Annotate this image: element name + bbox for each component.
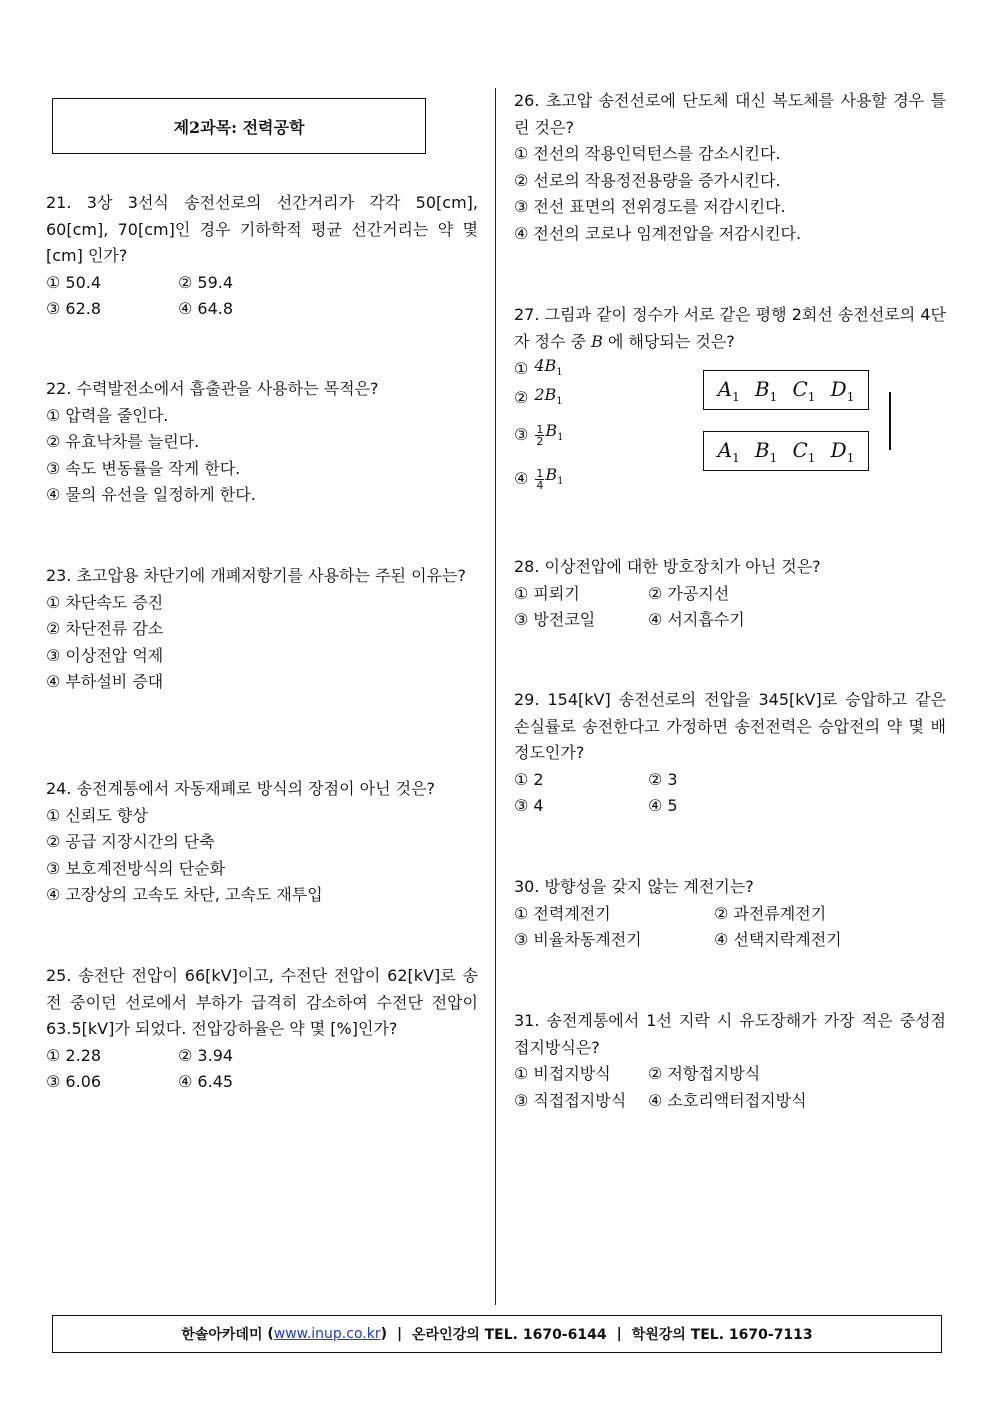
options-row [514,607,946,634]
footer-bar [52,1315,942,1353]
option-4[interactable]: ④ 전선의 코로나 임계전압을 저감시킨다. [514,223,802,243]
param-a: $A_1$ [717,376,740,404]
online-phone: 온라인강의 TEL. 1670-6144 [412,1327,607,1343]
option-2[interactable]: ② 3 [648,769,678,789]
option-3[interactable]: ③ 속도 변동률을 작게 한다. [46,458,241,478]
option-3[interactable]: ③ 6.06 [46,1072,102,1091]
options-row [46,270,478,297]
question-stem: 23. 초고압용 차단기에 개폐저항기를 사용하는 주된 이유는? [46,566,466,585]
option-2[interactable]: ② 유효낙차를 늘린다. [46,432,200,451]
question-25 [46,963,478,1096]
subject-title: 제2과목: 전력공학 [52,98,426,154]
option-4[interactable]: ④ 고장상의 고속도 차단, 고속도 재투입 [46,885,323,904]
option-marker: ② [514,388,529,408]
param-d: $D_1$ [830,376,855,404]
question-stem: 22. 수력발전소에서 흡출관을 사용하는 목적은? [46,379,379,398]
option-4[interactable]: ④ 서지흡수기 [648,610,745,629]
question-31 [514,1008,946,1114]
academy-link[interactable]: www.inup.co.kr [273,1326,381,1342]
option-3[interactable]: ③ 보호계전방식의 단순화 [46,858,226,878]
question-22 [46,376,478,509]
question-29 [514,687,946,820]
separator: | [397,1326,403,1342]
stem-text: 27. 그림과 같이 정수가 서로 같은 평행 2회선 송전선로의 4단자 정수 중 [514,305,946,351]
circuit-block-bottom [703,431,869,471]
separator: | [616,1326,622,1342]
options-row [514,1088,946,1115]
option-2[interactable]: ② 공급 지장시간의 단축 [46,832,215,851]
circuit-connector-line [889,392,891,450]
options-row [514,927,946,954]
option-3[interactable]: ③ 이상전압 억제 [46,645,164,665]
question-30 [514,874,946,954]
option-1[interactable]: ① 차단속도 증진 [46,592,164,612]
option-4[interactable]: ④ 선택지락계전기 [714,930,842,949]
option-1[interactable]: ① 2.28 [46,1045,102,1065]
options-row [514,581,946,608]
option-3[interactable]: ③ 전선 표면의 전위경도를 저감시킨다. [514,197,786,216]
offline-phone: 학원강의 TEL. 1670-7113 [631,1327,813,1343]
fraction: $\frac{1}{2}$ [536,422,544,448]
options-row [514,901,946,928]
option-3[interactable]: ③ 직접접지방식 [514,1090,627,1110]
param-b: $B_1$ [754,437,778,465]
option-2[interactable]: ② 과전류계전기 [714,903,827,923]
question-stem: 25. 송전단 전압이 66[kV]이고, 수전단 전압이 62[kV]로 송전 중이던 선로에서 부하가 급격히 감소하여 수전단 전압이 63.5[kV]가 되었다. 전압강하율은 약 몇 [%]인가? [46,966,478,1038]
fraction: $\frac{1}{4}$ [536,466,544,492]
option-3[interactable]: ③ 62.8 [46,299,102,318]
option-1[interactable]: ① 신뢰도 향상 [46,805,148,825]
question-21 [46,190,478,323]
option-2[interactable]: ② 3.94 [178,1045,234,1065]
option-1[interactable]: ① 전선의 작용인덕턴스를 감소시킨다. [514,144,781,163]
question-stem [514,302,946,355]
option-4[interactable]: ④ 64.8 [178,299,234,318]
question-stem: 28. 이상전압에 대한 방호장치가 아닌 것은? [514,557,821,576]
option-3[interactable]: ③ 방전코일 [514,610,596,629]
options-row [514,1061,946,1088]
option-4[interactable]: ④ 5 [648,796,678,815]
option-3[interactable]: ③ 4 [514,796,544,815]
option-marker: ④ [514,468,529,488]
question-stem: 31. 송전계통에서 1선 지락 시 유도장해가 가장 적은 중성점 접지방식은? [514,1011,946,1057]
option-2[interactable]: ② 선로의 작용정전용량을 증가시킨다. [514,170,781,190]
option-2[interactable]: ② 가공지선 [648,583,730,603]
question-stem: 29. 154[kV] 송전선로의 전압을 345[kV]로 승압하고 같은 손실률로 송전한다고 가정하면 송전전력은 승압전의 약 몇 배 정도인가? [514,690,946,762]
question-stem: 21. 3상 3선식 송전선로의 선간거리가 각각 50[cm], 60[cm], 70[cm]인 경우 기하학적 평균 선간거리는 약 몇 [cm] 인가? [46,193,478,265]
option-3[interactable]: ③ 비율차동계전기 [514,930,642,949]
option-2[interactable]: ② 저항접지방식 [648,1064,761,1083]
column-divider [495,88,496,1305]
url-paren-open: ( [262,1326,274,1342]
option-4[interactable]: ④ 물의 유선을 일정하게 한다. [46,485,256,504]
circuit-block-top [703,370,869,410]
param-b: $B_1$ [754,376,778,404]
options-row [46,1043,478,1070]
option-2[interactable]: ② 차단전류 감소 [46,619,164,638]
option-4[interactable]: ④ 소호리액터접지방식 [648,1090,807,1110]
options-row [514,793,946,820]
param-a: $A_1$ [717,437,740,465]
question-stem: 26. 초고압 송전선로에 단도체 대신 복도체를 사용할 경우 틀린 것은? [514,91,946,137]
option-4[interactable]: ④ 6.45 [178,1072,234,1091]
stem-variable: B [591,331,603,351]
option-1[interactable]: ① 50.4 [46,272,102,292]
question-26 [514,88,946,247]
option-marker: ③ [514,424,529,444]
options-row [46,1069,478,1096]
option-1[interactable]: ① 전력계전기 [514,903,611,923]
options-row [514,767,946,794]
question-stem: 24. 송전계통에서 자동재폐로 방식의 장점이 아닌 것은? [46,779,436,798]
url-paren-close: ) [380,1326,387,1342]
option-1[interactable]: ① 비접지방식 [514,1064,611,1083]
option-value: $2B_1$ [534,384,563,407]
options-row [46,296,478,323]
question-24 [46,776,478,909]
option-value: $4B_1$ [534,355,563,378]
param-d: $D_1$ [830,437,855,465]
question-23 [46,563,478,696]
param-c: $C_1$ [792,437,816,465]
academy-name: 한솔아카데미 [181,1327,263,1343]
option-marker: ① [514,359,529,379]
stem-text: 에 해당되는 것은? [602,331,735,351]
option-4[interactable]: ④ 부하설비 증대 [46,672,164,691]
option-2[interactable]: ② 59.4 [178,272,234,292]
option-1[interactable]: ① 2 [514,769,544,789]
option-value: $B_1$ [545,421,564,444]
question-stem: 30. 방향성을 갖지 않는 계전기는? [514,877,754,896]
question-28 [514,554,946,634]
option-1[interactable]: ① 피뢰기 [514,583,580,603]
option-value: $B_1$ [545,465,564,488]
option-1[interactable]: ① 압력을 줄인다. [46,405,169,425]
param-c: $C_1$ [792,376,816,404]
